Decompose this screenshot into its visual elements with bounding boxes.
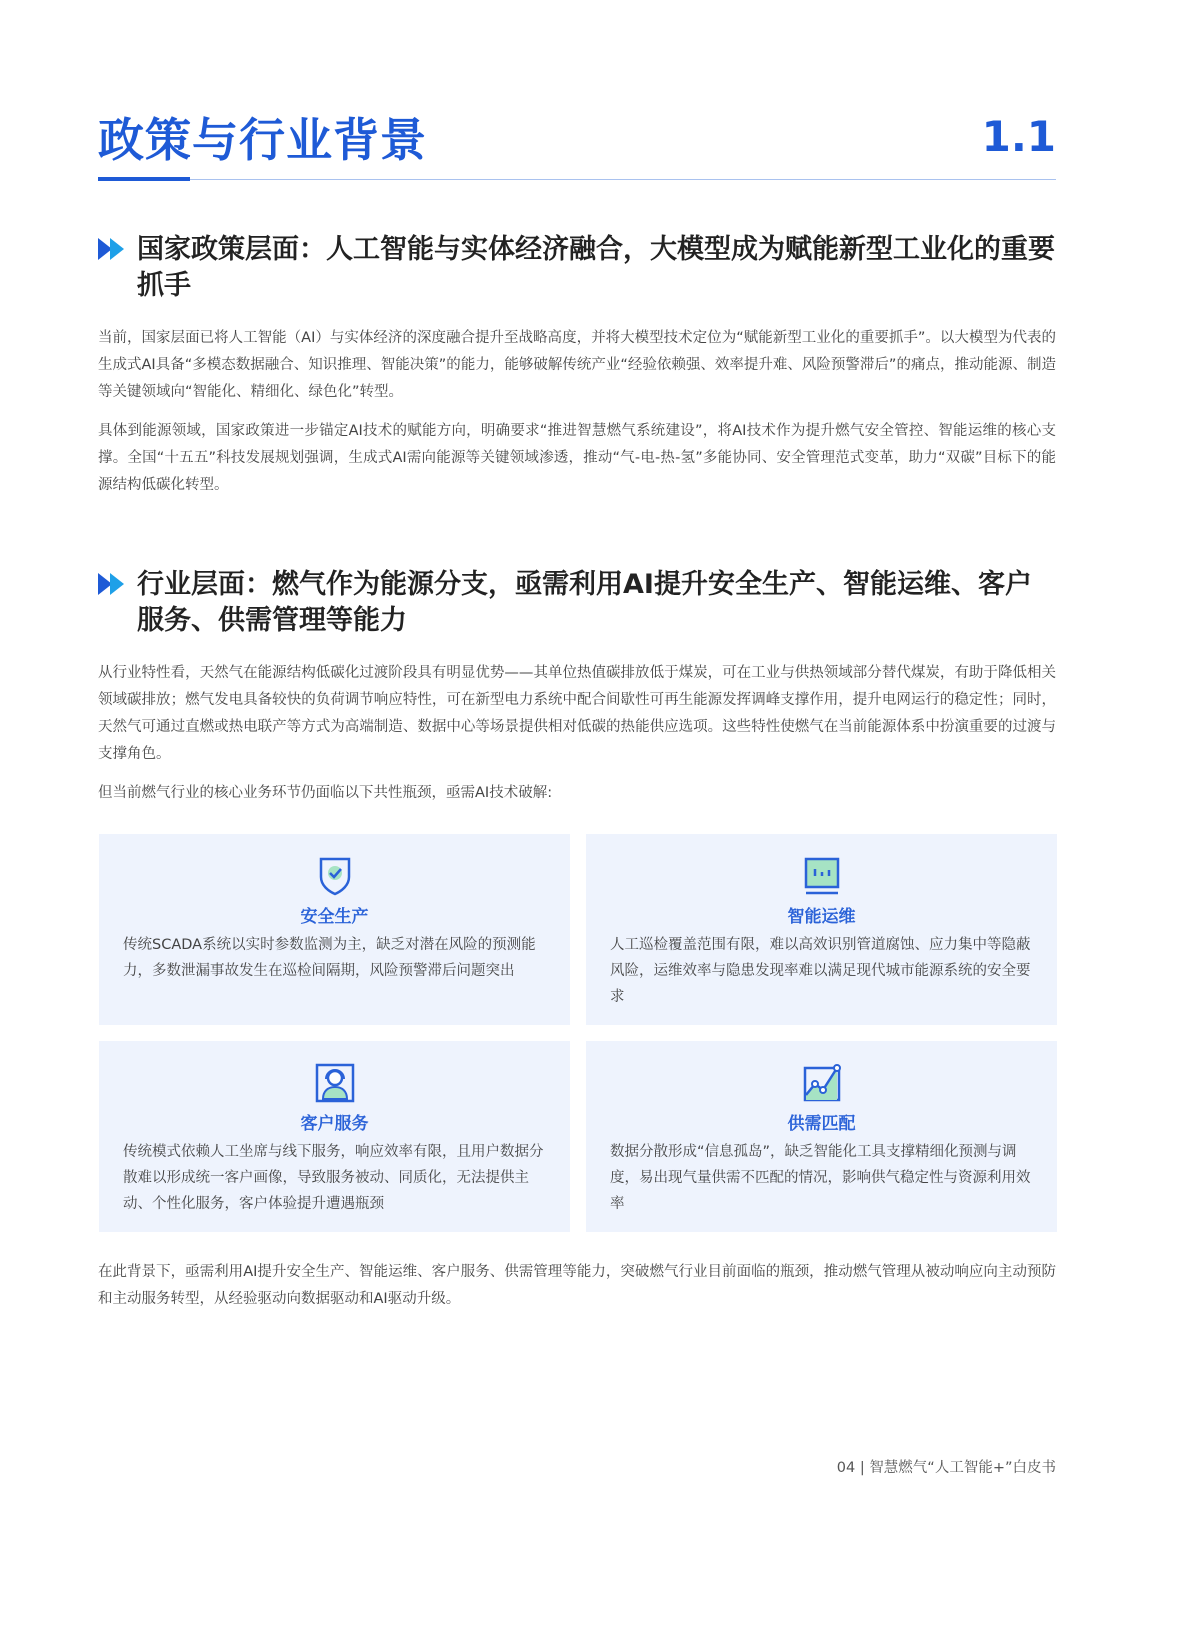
footer-separator: |: [859, 1460, 865, 1476]
trend-chart-icon: [802, 1063, 842, 1103]
page-footer: [837, 1456, 1056, 1477]
card-supply-demand: [586, 1041, 1057, 1232]
card-body: 传统模式依赖人工坐席与线下服务，响应效率有限，且用户数据分散难以形成统一客户画像，导致服务被动、同质化，无法提供主动、个性化服务，客户体验提升遭遇瓶颈: [123, 1144, 544, 1212]
page-number: 04: [836, 1460, 856, 1476]
card-body: 传统SCADA系统以实时参数监测为主，缺乏对潜在风险的预测能力，多数泄漏事故发生在巡检间隔期，风险预警滞后问题突出: [123, 937, 536, 979]
card-title: 客户服务: [300, 1114, 369, 1134]
section1-paragraph-1: 当前，国家层面已将人工智能（AI）与实体经济的深度融合提升至战略高度，并将大模型技术定位为“赋能新型工业化的重要抓手”。以大模型为代表的生成式AI具备“多模态数据融合、知识推理、智能决策”的能力，能够破解传统产业“经验依赖强、效率提升难、风险预警滞后”的痛点，推动能源、制造等关键领域向“智能化、精细化、绿色化”转型。: [98, 330, 1056, 400]
card-title: 安全生产: [300, 907, 369, 927]
card-safety: [99, 834, 570, 1025]
page-title: 政策与行业背景: [98, 113, 427, 167]
card-maintenance: [586, 834, 1057, 1025]
card-title: 智能运维: [787, 907, 856, 927]
section2-heading: 行业层面：燃气作为能源分支，亟需利用AI提升安全生产、智能运维、客户服务、供需管理等能力: [98, 567, 1058, 639]
double-arrow-icon: [98, 238, 128, 260]
conclusion-paragraph: 在此背景下，亟需利用AI提升安全生产、智能运维、客户服务、供需管理等能力，突破燃气行业目前面临的瓶颈，推动燃气管理从被动响应向主动预防和主动服务转型，从经验驱动向数据驱动和AI驱动升级。: [98, 1264, 1056, 1307]
section2-paragraph-2: 但当前燃气行业的核心业务环节仍面临以下共性瓶颈，亟需AI技术破解:: [98, 785, 553, 801]
shield-check-icon: [315, 856, 355, 896]
customer-service-icon: [315, 1063, 355, 1103]
section1-heading: 国家政策层面：人工智能与实体经济融合，大模型成为赋能新型工业化的重要抓手: [98, 232, 1058, 304]
card-title: 供需匹配: [787, 1114, 856, 1134]
section2-paragraph-1: 从行业特性看，天然气在能源结构低碳化过渡阶段具有明显优势——其单位热值碳排放低于煤炭，可在工业与供热领域部分替代煤炭，有助于降低相关领域碳排放；燃气发电具备较快的负荷调节响应特性，可在新型电力系统中配合间歇性可再生能源发挥调峰支撑作用，提升电网运行的稳定性；同时，天然气可通过直燃或热电联产等方式为高端制造、数据中心等场景提供相对低碳的热能供应选项。这些特性使燃气在当前能源体系中扮演重要的过渡与支撑角色。: [98, 665, 1056, 762]
card-body: 数据分散形成“信息孤岛”，缺乏智能化工具支撑精细化预测与调度，易出现气量供需不匹配的情况，影响供气稳定性与资源利用效率: [610, 1144, 1031, 1212]
section1-paragraph-2: 具体到能源领域，国家政策进一步锚定AI技术的赋能方向，明确要求“推进智慧燃气系统建设”，将AI技术作为提升燃气安全管控、智能运维的核心支撑。全国“十五五”科技发展规划强调，生成式AI需向能源等关键领域渗透，推动“气-电-热-氢”多能协同、安全管理范式变革，助力“双碳”目标下的能源结构低碳化转型。: [98, 423, 1056, 493]
monitor-chart-icon: [802, 856, 842, 896]
card-customer: [99, 1041, 570, 1232]
title-divider: [98, 179, 1056, 180]
double-arrow-icon: [98, 573, 128, 595]
title-divider-accent: [98, 177, 190, 181]
card-body: 人工巡检覆盖范围有限，难以高效识别管道腐蚀、应力集中等隐蔽风险，运维效率与隐患发现率难以满足现代城市能源系统的安全要求: [610, 937, 1031, 1005]
document-title: 智慧燃气“人工智能+”白皮书: [869, 1460, 1056, 1476]
section-number: 1.1: [981, 112, 1056, 161]
